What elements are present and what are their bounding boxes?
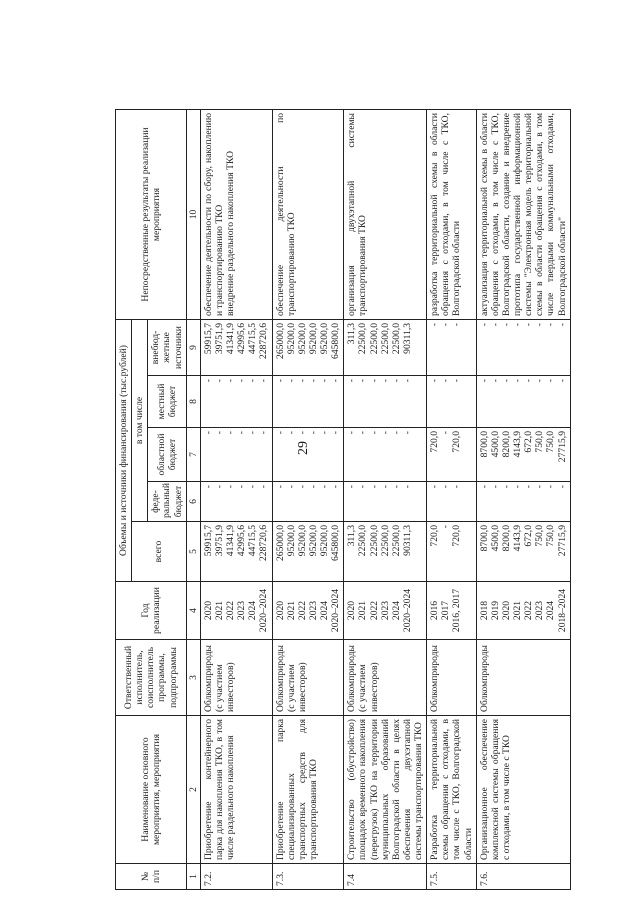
- activity-name: Приобретение парка специализированных транспортных средств для транспортирования ТКО: [272, 716, 344, 864]
- column-number: 3: [186, 640, 200, 716]
- column-number: 10: [186, 109, 200, 319]
- years-cell-value: 2018–2024: [556, 588, 568, 633]
- activity-name: Разработка территориальной схемы обращения с отходами, в том числе с ТКО, Волгоградской области: [427, 716, 477, 864]
- federal-cell-value: -: [451, 485, 463, 489]
- total-cell: [272, 522, 344, 582]
- years-cell-value: 2019: [489, 600, 501, 621]
- regional-cell-value: -: [346, 431, 358, 435]
- header-funding: Объемы и источники финансирования (тыс.рублей): [116, 319, 132, 581]
- table-header: [116, 109, 201, 889]
- local-cell: [200, 376, 272, 428]
- regional-cell-value: 8200,0: [500, 431, 512, 458]
- federal-cell-value: -: [534, 485, 546, 489]
- total-cell: [344, 522, 427, 582]
- federal-cell: [200, 482, 272, 522]
- total-cell-value: 228720,6: [258, 525, 270, 561]
- extrabudget-cell-value: 22500,0: [357, 322, 369, 355]
- years-cell-value: 2016: [429, 600, 441, 621]
- years-cell-value: 2021: [512, 600, 523, 621]
- federal-cell: [476, 482, 570, 522]
- federal-cell-value: -: [307, 485, 319, 489]
- local-cell-value: -: [429, 379, 441, 383]
- total-cell-value: 95200,0: [296, 525, 308, 557]
- total-cell-value: 22500,0: [357, 525, 369, 557]
- extrabudget-cell-value: -: [512, 322, 523, 327]
- regional-cell-value: -: [379, 431, 391, 435]
- total-cell-value: 22500,0: [379, 525, 391, 557]
- years-cell: [272, 582, 344, 640]
- federal-cell-value: -: [296, 485, 308, 489]
- total-cell-value: 750,0: [534, 525, 546, 547]
- total-cell-value: 44715,5: [247, 525, 259, 557]
- local-cell-value: -: [319, 379, 330, 383]
- extrabudget-cell: [272, 319, 344, 375]
- regional-cell: [427, 428, 477, 482]
- years-cell-value: 2020: [500, 600, 512, 621]
- federal-cell-value: -: [390, 485, 402, 489]
- header-including: в том числе: [132, 319, 148, 521]
- total-cell-value: 720,0: [451, 525, 463, 547]
- federal-cell-value: -: [440, 485, 452, 489]
- local-cell-value: -: [236, 379, 248, 383]
- extrabudget-cell-value: 59915,7: [202, 322, 214, 355]
- regional-cell-value: 27715,9: [556, 431, 568, 463]
- years-cell-value: 2022: [368, 600, 380, 621]
- regional-cell-value: -: [202, 431, 214, 435]
- total-cell: [427, 522, 477, 582]
- rotated-page-content: [115, 110, 610, 890]
- federal-cell-value: -: [357, 485, 369, 489]
- local-cell-value: -: [379, 379, 391, 383]
- total-cell-value: 39751,9: [213, 525, 225, 557]
- local-cell: [344, 376, 427, 428]
- local-cell-value: -: [213, 379, 225, 383]
- regional-cell-value: -: [258, 431, 270, 435]
- responsible-executor: Облкомприроды (с участием инвесторов): [200, 640, 272, 716]
- total-cell-value: 95200,0: [307, 525, 319, 557]
- responsible-executor: Облкомприроды: [476, 640, 570, 716]
- total-cell-value: 720,0: [429, 525, 441, 547]
- regional-cell-value: -: [213, 431, 225, 435]
- regional-cell-value: -: [307, 431, 319, 435]
- table-row: [344, 109, 427, 889]
- extrabudget-cell-value: -: [440, 322, 452, 327]
- federal-cell: [344, 482, 427, 522]
- total-cell-value: 672,0: [523, 525, 535, 547]
- years-cell-value: 2020–2024: [330, 588, 342, 633]
- federal-cell-value: -: [545, 485, 557, 489]
- years-cell: [427, 582, 477, 640]
- table-row: [476, 109, 570, 889]
- regional-cell-value: -: [440, 431, 452, 435]
- federal-cell-value: -: [225, 485, 236, 489]
- total-cell-value: 95200,0: [319, 525, 330, 557]
- years-cell-value: 2021: [285, 600, 297, 621]
- local-cell-value: -: [330, 379, 342, 383]
- regional-cell-value: 4500,0: [489, 431, 501, 458]
- extrabudget-cell-value: 44715,5: [247, 322, 259, 355]
- federal-cell-value: -: [319, 485, 330, 489]
- regional-cell-value: 720,0: [451, 431, 463, 453]
- regional-cell-value: -: [247, 431, 259, 435]
- total-cell-value: 311,3: [346, 525, 358, 547]
- local-cell-value: -: [247, 379, 259, 383]
- local-cell-value: -: [500, 379, 512, 383]
- local-cell-value: -: [285, 379, 297, 383]
- regional-cell-value: -: [401, 431, 413, 435]
- responsible-executor: Облкомприроды (с участием инвесторов): [272, 640, 344, 716]
- extrabudget-cell: [344, 319, 427, 375]
- header-federal: феде-ральный бюджет: [148, 482, 186, 522]
- total-cell-value: 4143,9: [512, 525, 523, 552]
- header-total: всего: [132, 522, 187, 582]
- extrabudget-cell-value: -: [429, 322, 441, 327]
- regional-cell-value: -: [274, 431, 286, 435]
- activity-name: Приобретение контейнерного парка для накопления ТКО, в том числе раздельного накопления: [200, 716, 272, 864]
- extrabudget-cell-value: 95200,0: [285, 322, 297, 355]
- local-cell-value: -: [401, 379, 413, 383]
- extrabudget-cell-value: 22500,0: [379, 322, 391, 355]
- row-number: 7.6.: [476, 864, 570, 890]
- federal-cell-value: -: [401, 485, 413, 489]
- table-row: [427, 109, 477, 889]
- table-row: [200, 109, 272, 889]
- federal-cell-value: -: [330, 485, 342, 489]
- federal-cell-value: -: [478, 485, 490, 489]
- responsible-executor: Облкомприроды (с участием инвесторов): [344, 640, 427, 716]
- years-cell-value: 2022: [296, 600, 308, 621]
- header-responsible: Ответственный исполнитель, соисполнитель программы, подпрограммы: [116, 640, 187, 716]
- years-cell-value: 2018: [478, 600, 490, 621]
- federal-cell-value: -: [258, 485, 270, 489]
- row-number: 7.2.: [200, 864, 272, 890]
- local-cell: [427, 376, 477, 428]
- local-cell-value: -: [368, 379, 380, 383]
- extrabudget-cell-value: -: [556, 322, 568, 327]
- regional-cell-value: 720,0: [429, 431, 441, 453]
- years-cell: [476, 582, 570, 640]
- column-number: 9: [186, 319, 200, 375]
- total-cell: [200, 522, 272, 582]
- regional-cell-value: -: [296, 431, 308, 435]
- table-row: [272, 109, 344, 889]
- local-cell-value: -: [489, 379, 501, 383]
- local-cell-value: -: [390, 379, 402, 383]
- row-number: 7.3.: [272, 864, 344, 890]
- regional-cell-value: -: [225, 431, 236, 435]
- federal-cell-value: -: [512, 485, 523, 489]
- local-cell-value: -: [556, 379, 568, 383]
- column-number: 2: [186, 716, 200, 864]
- total-cell-value: 265000,0: [274, 525, 286, 561]
- activities-table: [115, 109, 571, 890]
- extrabudget-cell-value: 265000,0: [274, 322, 286, 359]
- extrabudget-cell: [200, 319, 272, 375]
- years-cell-value: 2020: [274, 600, 286, 621]
- years-cell-value: 2023: [236, 600, 248, 621]
- federal-cell-value: -: [213, 485, 225, 489]
- total-cell-value: 27715,9: [556, 525, 568, 557]
- extrabudget-cell-value: 311,3: [346, 322, 358, 345]
- header-num: № п/п: [116, 864, 187, 890]
- federal-cell-value: -: [368, 485, 380, 489]
- years-cell: [344, 582, 427, 640]
- total-cell-value: 41341,9: [225, 525, 236, 557]
- regional-cell-value: 8700,0: [478, 431, 490, 458]
- total-cell-value: 95200,0: [285, 525, 297, 557]
- local-cell: [272, 376, 344, 428]
- extrabudget-cell-value: 42995,6: [236, 322, 248, 355]
- federal-cell-value: -: [379, 485, 391, 489]
- column-number-row: [186, 109, 200, 889]
- column-number: 5: [186, 522, 200, 582]
- local-cell: [476, 376, 570, 428]
- years-cell-value: 2022: [225, 600, 236, 621]
- total-cell-value: 42995,6: [236, 525, 248, 557]
- local-cell-value: -: [357, 379, 369, 383]
- total-cell-value: 4500,0: [489, 525, 501, 552]
- years-cell-value: 2023: [534, 600, 546, 621]
- regional-cell: [200, 428, 272, 482]
- activity-name: Строительство (обустройство) площадок временного накопления (перегрузок) ТКО на территории муниципальных образований Волгоградской области в целях обеспечения двухэтапной системы транспортирования ТКО: [344, 716, 427, 864]
- years-cell-value: 2024: [319, 600, 330, 621]
- header-regional: областной бюджет: [148, 428, 186, 482]
- extrabudget-cell-value: -: [489, 322, 501, 327]
- years-cell-value: 2020: [346, 600, 358, 621]
- extrabudget-cell-value: 95200,0: [307, 322, 319, 355]
- extrabudget-cell-value: 90311,3: [401, 322, 413, 354]
- extrabudget-cell-value: -: [534, 322, 546, 327]
- federal-cell-value: -: [523, 485, 535, 489]
- regional-cell-value: -: [319, 431, 330, 435]
- total-cell-value: 90311,3: [401, 525, 413, 556]
- total-cell-value: 22500,0: [390, 525, 402, 557]
- regional-cell-value: -: [285, 431, 297, 435]
- federal-cell-value: -: [285, 485, 297, 489]
- federal-cell-value: -: [429, 485, 441, 489]
- results-cell: обеспечение деятельности по транспортированию ТКО: [272, 109, 344, 319]
- results-cell: обеспечение деятельности по сбору, накоплению и транспортированию ТКО внедрение раздельного накопления ТКО: [200, 109, 272, 319]
- total-cell-value: 22500,0: [368, 525, 380, 557]
- years-cell-value: 2024: [247, 600, 259, 621]
- regional-cell-value: -: [357, 431, 369, 435]
- extrabudget-cell-value: 39751,9: [213, 322, 225, 355]
- total-cell-value: 645800,0: [330, 525, 342, 561]
- regional-cell-value: 750,0: [534, 431, 546, 453]
- local-cell-value: -: [451, 379, 463, 383]
- extrabudget-cell-value: 41341,9: [225, 322, 236, 355]
- federal-cell-value: -: [500, 485, 512, 489]
- years-cell-value: 2016, 2017: [451, 588, 463, 633]
- years-cell-value: 2024: [545, 600, 557, 621]
- regional-cell-value: 672,0: [523, 431, 535, 453]
- total-cell-value: -: [440, 525, 452, 529]
- federal-cell: [272, 482, 344, 522]
- local-cell-value: -: [296, 379, 308, 383]
- years-cell-value: 2023: [307, 600, 319, 621]
- column-number: 8: [186, 376, 200, 428]
- federal-cell-value: -: [556, 485, 568, 489]
- extrabudget-cell-value: 22500,0: [368, 322, 380, 355]
- extrabudget-cell-value: -: [451, 322, 463, 327]
- regional-cell-value: -: [368, 431, 380, 435]
- results-cell: разработка территориальной схемы в области обращения с отходами, в том числе с ТКО, Волгоградской области: [427, 109, 477, 319]
- years-cell: [200, 582, 272, 640]
- row-number: 7.5.: [427, 864, 477, 890]
- activity-name: Организационное обеспечение комплексной системы обращения с отходами, в том числе с ТКО: [476, 716, 570, 864]
- local-cell-value: -: [478, 379, 490, 383]
- years-cell-value: 2022: [523, 600, 535, 621]
- row-number: 7.4: [344, 864, 427, 890]
- total-cell-value: 8700,0: [478, 525, 490, 552]
- regional-cell: [272, 428, 344, 482]
- extrabudget-cell-value: 228720,6: [258, 322, 270, 359]
- column-number: 7: [186, 428, 200, 482]
- results-cell: организация двухэтапной системы транспортирования ТКО: [344, 109, 427, 319]
- responsible-executor: Облкомприроды: [427, 640, 477, 716]
- column-number: 4: [186, 582, 200, 640]
- years-cell-value: 2024: [390, 600, 402, 621]
- federal-cell-value: -: [247, 485, 259, 489]
- regional-cell-value: 750,0: [545, 431, 557, 453]
- local-cell-value: -: [545, 379, 557, 383]
- regional-cell-value: -: [330, 431, 342, 435]
- regional-cell-value: -: [390, 431, 402, 435]
- years-cell-value: 2020–2024: [258, 588, 270, 633]
- results-cell: актуализация территориальной схемы в области обращения с отходами, в том числе с ТКО, Волгоградской области, создание и внедрение прототипа государственной информационной системы "Электронная модель территориальной схемы в области обращения с отходами, в том числе твердыми коммунальными отходами, Волгоградской области": [476, 109, 570, 319]
- federal-cell-value: -: [489, 485, 501, 489]
- local-cell-value: -: [202, 379, 214, 383]
- extrabudget-cell-value: -: [523, 322, 535, 327]
- extrabudget-cell-value: 22500,0: [390, 322, 402, 355]
- page-number: 29: [296, 441, 311, 455]
- local-cell-value: -: [225, 379, 236, 383]
- extrabudget-cell-value: 645800,0: [330, 322, 342, 359]
- regional-cell: [476, 428, 570, 482]
- local-cell-value: -: [274, 379, 286, 383]
- local-cell-value: -: [534, 379, 546, 383]
- federal-cell-value: -: [274, 485, 286, 489]
- extrabudget-cell: [476, 319, 570, 375]
- regional-cell-value: -: [236, 431, 248, 435]
- federal-cell-value: -: [346, 485, 358, 489]
- header-name: Наименование основного мероприятия, мероприятия: [116, 716, 187, 864]
- extrabudget-cell-value: -: [545, 322, 557, 327]
- years-cell-value: 2021: [213, 600, 225, 621]
- federal-cell-value: -: [236, 485, 248, 489]
- header-local: местный бюджет: [148, 376, 186, 428]
- local-cell-value: -: [512, 379, 523, 383]
- years-cell-value: 2020: [202, 600, 214, 621]
- years-cell-value: 2023: [379, 600, 391, 621]
- total-cell-value: 59915,7: [202, 525, 214, 557]
- local-cell-value: -: [523, 379, 535, 383]
- column-number: 6: [186, 482, 200, 522]
- column-number: 1: [186, 864, 200, 890]
- federal-cell-value: -: [202, 485, 214, 489]
- regional-cell: [344, 428, 427, 482]
- local-cell-value: -: [440, 379, 452, 383]
- extrabudget-cell-value: 95200,0: [319, 322, 330, 355]
- local-cell-value: -: [258, 379, 270, 383]
- years-cell-value: 2020–2024: [401, 588, 413, 633]
- header-results: Непосредственные результаты реализации мероприятия: [116, 109, 187, 319]
- years-cell-value: 2017: [440, 600, 452, 621]
- extrabudget-cell-value: 95200,0: [296, 322, 308, 355]
- federal-cell: [427, 482, 477, 522]
- total-cell: [476, 522, 570, 582]
- total-cell-value: 750,0: [545, 525, 557, 547]
- extrabudget-cell-value: -: [500, 322, 512, 327]
- local-cell-value: -: [346, 379, 358, 383]
- local-cell-value: -: [307, 379, 319, 383]
- regional-cell-value: 4143,9: [512, 431, 523, 458]
- years-cell-value: 2021: [357, 600, 369, 621]
- header-extrabudget: внебюд-жетные источники: [148, 319, 186, 375]
- table-body: [200, 109, 570, 889]
- header-year: Год реализации: [116, 582, 187, 640]
- extrabudget-cell: [427, 319, 477, 375]
- total-cell-value: 8200,0: [500, 525, 512, 552]
- extrabudget-cell-value: -: [478, 322, 490, 327]
